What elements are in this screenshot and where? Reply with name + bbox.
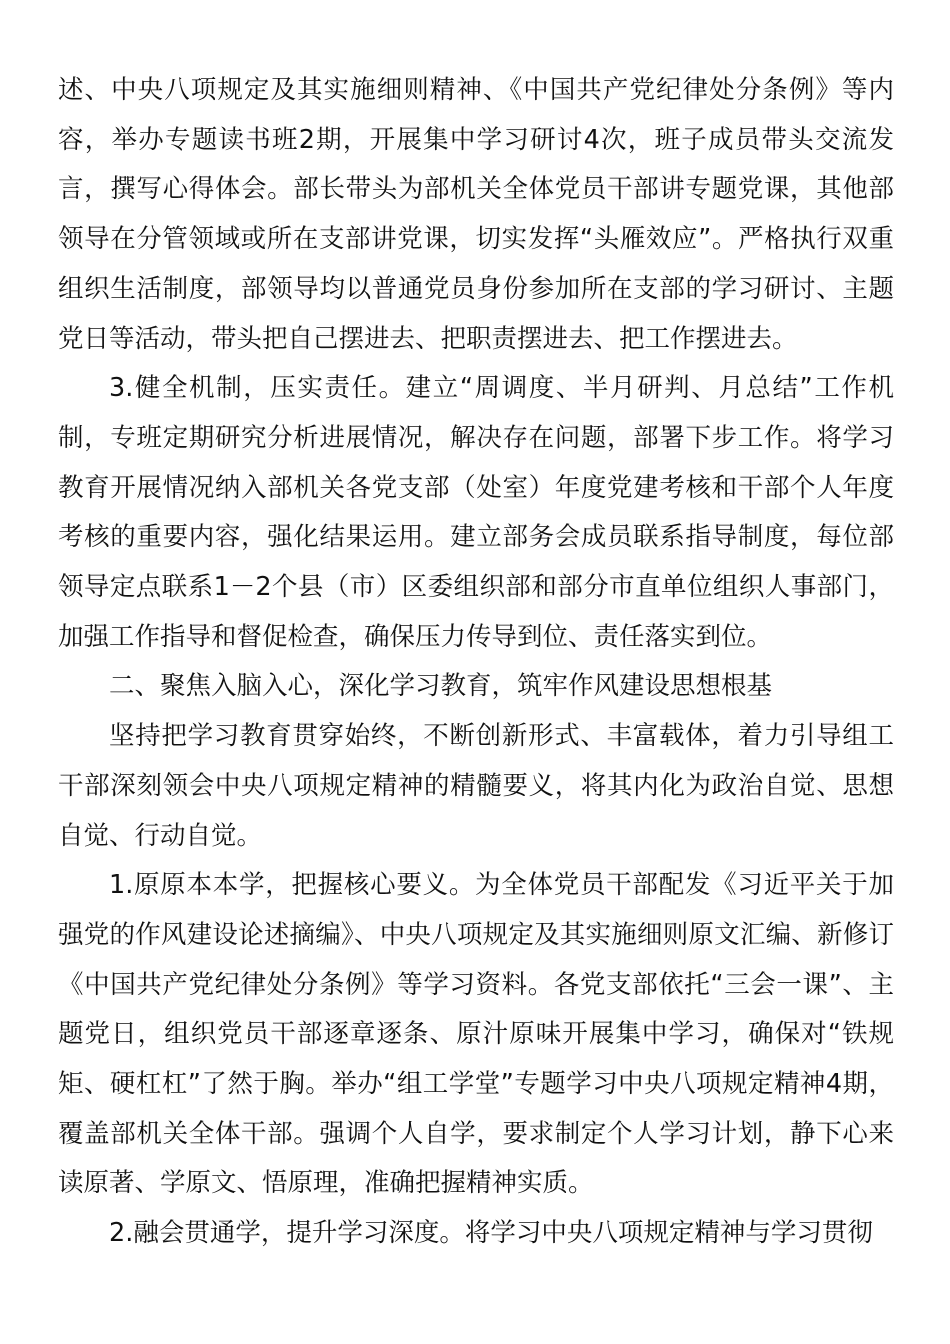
paragraph-continuation: 述、中央八项规定及其实施细则精神、《中国共产党纪律处分条例》等内容，举办专题读书班2期，开展集中学习研讨4次，班子成员带头交流发言，撰写心得体会。部长带头为部机关全体党员干部讲专题党课，其他部领导在分管领域或所在支部讲党课，切实发挥“头雁效应”。严格执行双重组织生活制度，部领导均以普通党员身份参加所在支部的学习研讨、主题党日等活动，带头把自己摆进去、把职责摆进去、把工作摆进去。	[58, 75, 894, 354]
paragraph-study-original: 1.原原本本学，把握核心要义。为全体党员干部配发《习近平关于加强党的作风建设论述摘编》、中央八项规定及其实施细则原文汇编、新修订《中国共产党纪律处分条例》等学习资料。各党支部依托“三会一课”、主题党日，组织党员干部逐章逐条、原汁原味开展集中学习，确保对“铁规矩、硬杠杠”了然于胸。举办“组工学堂”专题学习中央八项规定精神4期，覆盖部机关全体干部。强调个人自学，要求制定个人学习计划，静下心来读原著、学原文、悟原理，准确把握精神实质。	[58, 870, 894, 1199]
paragraph-integrated-study: 2.融会贯通学，提升学习深度。将学习中央八项规定精神与学习贯彻	[109, 1218, 873, 1249]
paragraph-mechanism: 3.健全机制，压实责任。建立“周调度、半月研判、月总结”工作机制，专班定期研究分析进展情况，解决存在问题，部署下步工作。将学习教育开展情况纳入部机关各党支部（处室）年度党建考核和干部个人年度考核的重要内容，强化结果运用。建立部务会成员联系指导制度，每位部领导定点联系1－2个县（市）区委组织部和部分市直单位组织人事部门，加强工作指导和督促检查，确保压力传导到位、责任落实到位。	[58, 373, 894, 652]
section-heading: 二、聚焦入脑入心，深化学习教育，筑牢作风建设思想根基	[109, 671, 773, 702]
paragraph-section-intro: 坚持把学习教育贯穿始终，不断创新形式、丰富载体，着力引导组工干部深刻领会中央八项规定精神的精髓要义，将其内化为政治自觉、思想自觉、行动自觉。	[58, 721, 894, 851]
document-page	[58, 66, 894, 1259]
